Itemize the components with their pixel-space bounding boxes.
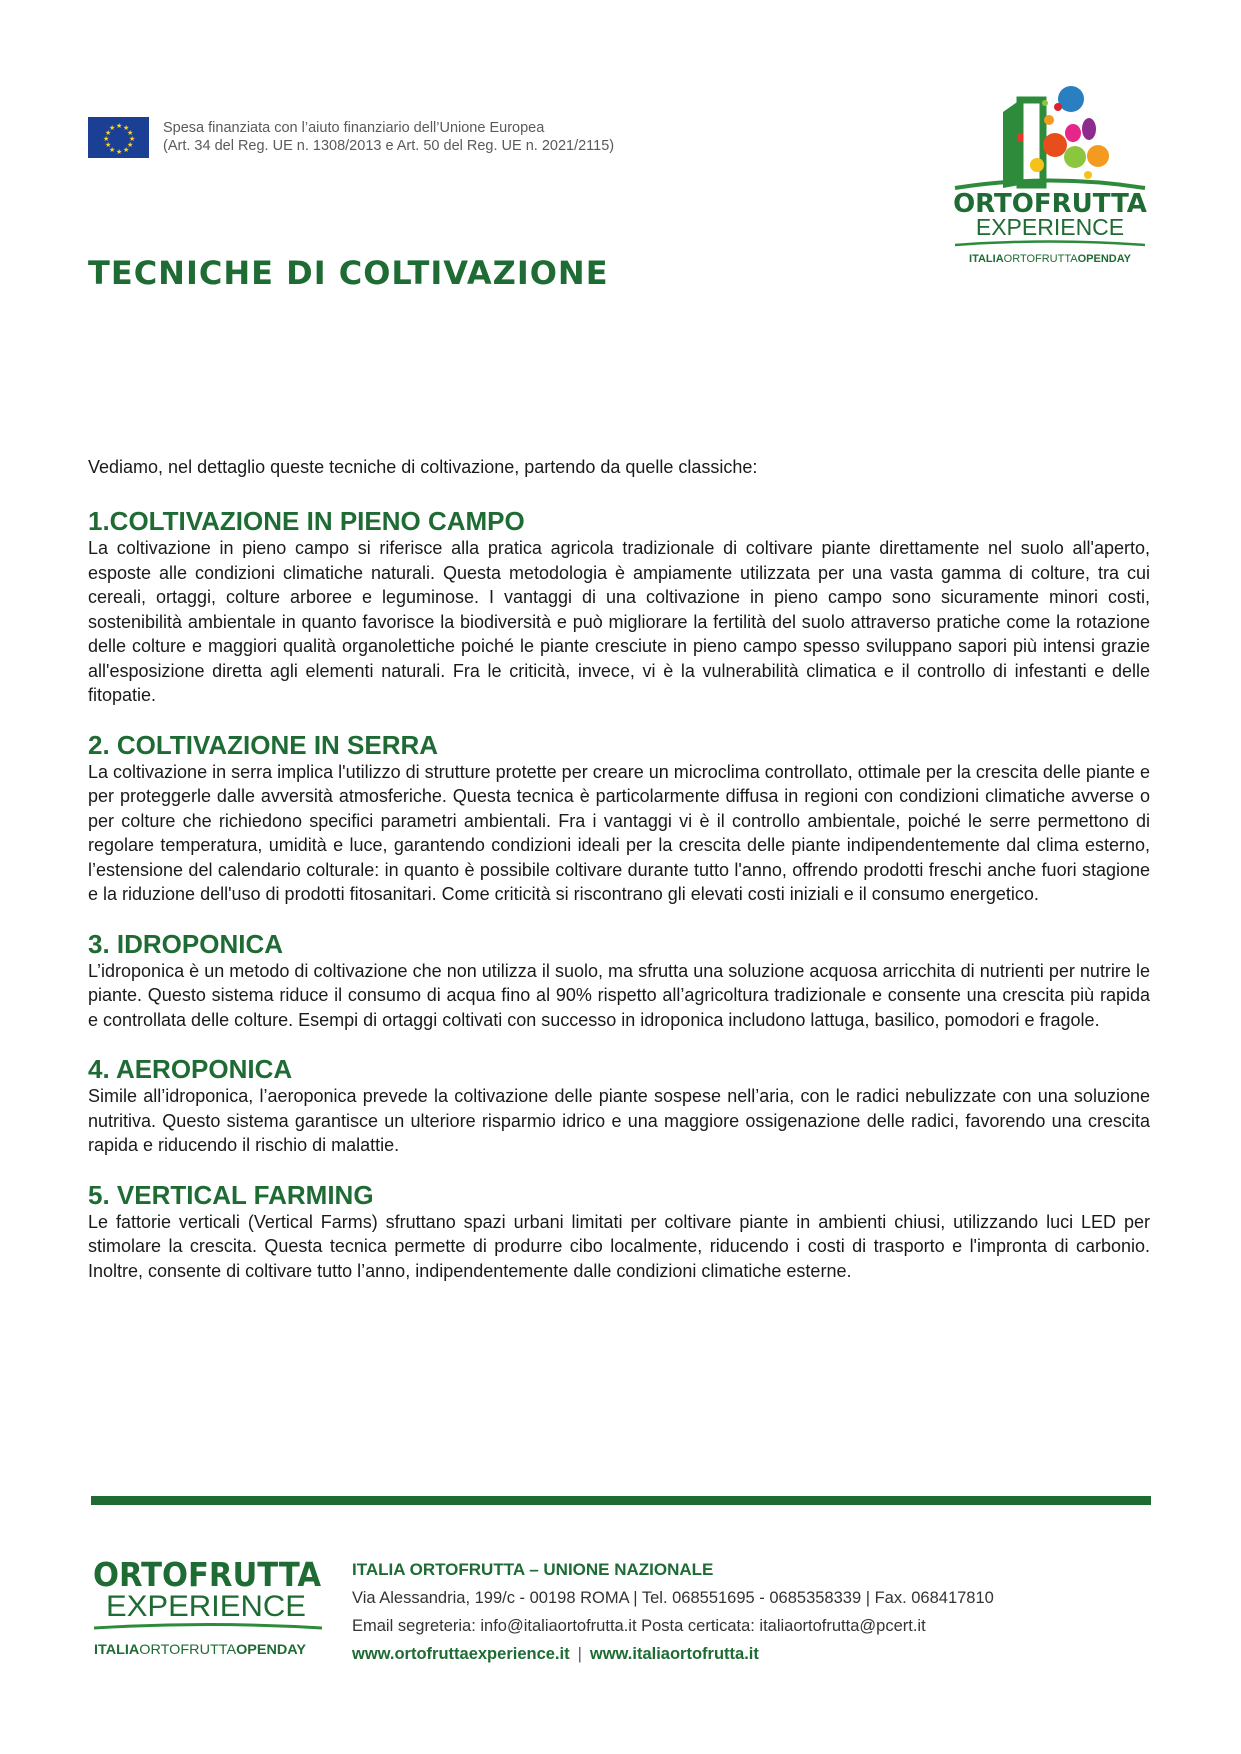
page-title: TECNICHE DI COLTIVAZIONE <box>88 254 609 292</box>
eu-notice-line1: Spesa finanziata con l’aiuto finanziario dell’Unione Europea <box>163 120 545 136</box>
footer-logo-tagline: ITALIAORTOFRUTTA OPENDAY <box>94 1641 305 1657</box>
footer-logo-word-ortofrutta: ORTOFRUTTA <box>93 1555 322 1594</box>
section-body: Simile all’idroponica, l’aeroponica prevede la coltivazione delle piante sospese nell’aria, con le radici nebulizzate con una soluzione nutritiva. Questo sistema garantisce un ulteriore risparmio idrico e una maggiore ossigenazione delle radici, favorendo una crescita rapida e riducendo il rischio di malattie. <box>88 1086 1150 1155</box>
intro-paragraph: Vediamo, nel dettaglio queste tecniche di coltivazione, partendo da quelle classiche: <box>88 457 758 477</box>
document-body <box>88 455 1150 1305</box>
section-heading: 2. COLTIVAZIONE IN SERRA <box>88 729 439 760</box>
eu-funding-notice <box>88 117 614 158</box>
footer-logo <box>92 1550 324 1660</box>
section-body: La coltivazione in pieno campo si riferisce alla pratica agricola tradizionale di coltivare piante direttamente nel suolo all'aperto, esposte alle condizioni climatiche naturali. Questa metodologia è ampiamente utilizzata per una vasta gamma di colture, tra cui cereali, ortaggi, colture arboree e leguminose. I vantaggi di una coltivazione in pieno campo sono sicuramente minori costi, sostenibilità ambientale in quanto favorisce la biodiversità e può migliorare la fertilità del suolo attraverso pratiche come la rotazione delle colture e maggiori qualità organolettiche poiché le piante cresciute in pieno campo spesso sviluppano sapori più intensi grazie all'esposizione diretta agli elementi naturali. Fra le criticità, invece, vi è la vulnerabilità climatica e il controllo di infestanti e delle fitopatie. <box>88 538 1150 705</box>
section-serra <box>88 730 1150 907</box>
section-heading: 1.COLTIVAZIONE IN PIENO CAMPO <box>88 506 525 536</box>
section-heading: 5. VERTICAL FARMING <box>88 1179 374 1210</box>
ortofrutta-experience-logo <box>945 85 1155 295</box>
website-separator: | <box>577 1645 582 1663</box>
section-pieno-campo <box>88 506 1150 708</box>
section-body: Le fattorie verticali (Vertical Farms) sfruttano spazi urbani limitati per coltivare piante in ambienti chiusi, utilizzando luci LED per stimolare la crescita. Questa tecnica permette di produrre cibo localmente, riducendo i costi di trasporto e l'impronta di carbonio. Inoltre, consente di coltivare tutto l’anno, indipendentemente dalle condizioni climatiche esterne. <box>88 1211 1150 1281</box>
section-body: La coltivazione in serra implica l'utilizzo di strutture protette per creare un microclima controllato, ottimale per la crescita delle piante e per proteggerle dalle avversità atmosferiche. Questa tecnica è particolarmente diffusa in regioni con condizioni climatiche avverse o per colture che richiedono specifici parametri ambientali. Fra i vantaggi vi è il controllo ambientale, poiché le serre permettono di regolare temperatura, umidità e luce, garantendo condizioni ideali per la crescita delle piante indipendentemente dal clima esterno, l’estensione del calendario colturale: in quanto è possibile coltivare durante tutto l'anno, offrendo prodotti freschi anche fuori stagione e la riduzione dell'uso di prodotti fitosanitari. Come criticità si riscontrano gli elevati costi iniziali e il consumo energetico. <box>88 761 1150 904</box>
section-aeroponica <box>88 1054 1150 1158</box>
footer-address: Via Alessandria, 199/c - 00198 ROMA | Tel. 068551695 - 0685358339 | Fax. 068417810 <box>352 1589 994 1607</box>
footer-logo-word-experience: EXPERIENCE <box>106 1590 306 1623</box>
footer-email: Email segreteria: info@italiaortofrutta.it Posta certicata: italiaortofrutta@pcert.it <box>352 1617 926 1635</box>
logo-word-experience: EXPERIENCE <box>975 214 1125 240</box>
website-link-ortofruttaexperience[interactable]: www.ortofruttaexperience.it <box>352 1645 570 1663</box>
eu-flag-icon: ★ ★ ★ ★ ★ ★ ★ ★ ★ ★ ★ ★ <box>88 117 149 158</box>
section-heading: 4. AEROPONICA <box>88 1054 293 1084</box>
logo-word-ortofrutta: ORTOFRUTTA <box>953 189 1147 219</box>
section-body: L’idroponica è un metodo di coltivazione che non utilizza il suolo, ma sfrutta una soluzione acquosa arricchita di nutrienti per nutrire le piante. Questo sistema riduce il consumo di acqua fino al 90% rispetto all’agricoltura tradizionale e consente una crescita più rapida e controllata delle colture. Esempi di ortaggi coltivati con successo in idroponica includono lattuga, basilico, pomodori e fragole. <box>88 960 1150 1030</box>
section-idroponica <box>88 929 1150 1033</box>
website-link-italiaortofrutta[interactable]: www.italiaortofrutta.it <box>589 1645 759 1663</box>
footer-websites <box>352 1640 994 1668</box>
logo-tagline: ITALIAORTOFRUTTAOPENDAY <box>969 253 1131 265</box>
footer-contact <box>352 1556 994 1668</box>
section-vertical-farming <box>88 1180 1150 1284</box>
section-heading: 3. IDROPONICA <box>88 928 284 959</box>
eu-notice-line2: (Art. 34 del Reg. UE n. 1308/2013 e Art. 50 del Reg. UE n. 2021/2115) <box>163 138 615 154</box>
eu-notice-text <box>163 119 614 155</box>
footer-org-name: ITALIA ORTOFRUTTA – UNIONE NAZIONALE <box>352 1560 714 1579</box>
footer-divider <box>91 1496 1151 1505</box>
